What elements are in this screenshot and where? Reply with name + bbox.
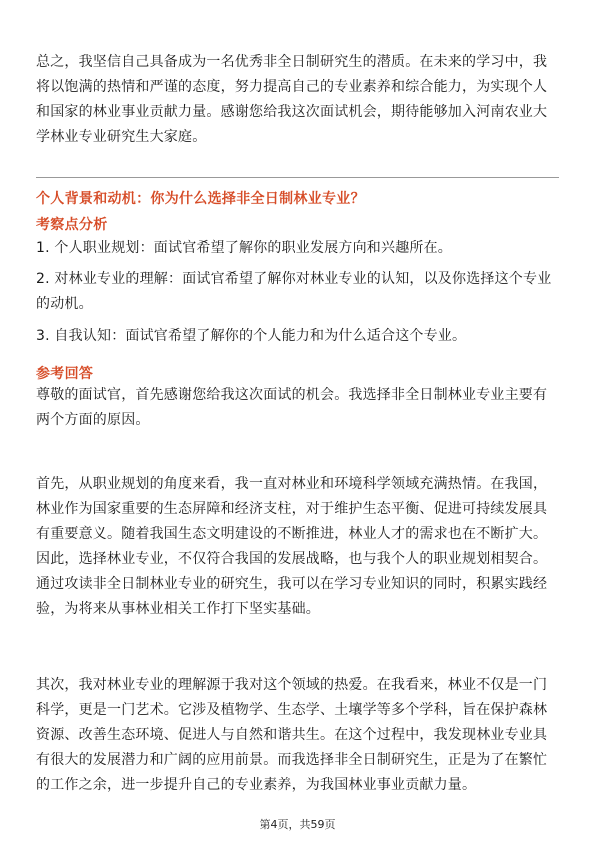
- section-divider: [36, 177, 559, 178]
- answer-paragraph-2: 首先，从职业规划的角度来看，我一直对林业和环境科学领域充满热情。在我国，林业作为国家重要的生态屏障和经济支柱，对于维护生态平衡、促进可持续发展具有重要意义。随着我国生态文明建设的不断推进，林业人才的需求也在不断扩大。因此，选择林业专业，不仅符合我国的发展战略，也与我个人的职业规划相契合。通过攻读非全日制林业专业的研究生，我可以在学习专业知识的同时，积累实践经验，为将来从事林业相关工作打下坚实基础。: [36, 476, 548, 617]
- analysis-heading: 考察点分析: [36, 217, 108, 233]
- answer-paragraph-1: 尊敬的面试官，首先感谢您给我这次面试的机会。我选择非全日制林业专业主要有两个方面的原因。: [36, 387, 548, 428]
- analysis-point-1: 1. 个人职业规划：面试官希望了解你的职业发展方向和兴趣所在。: [36, 240, 453, 256]
- answer-paragraph-3: 其次，我对林业专业的理解源于我对这个领域的热爱。在我看来，林业不仅是一门科学，更是一门艺术。它涉及植物学、生态学、土壤学等多个学科，旨在保护森林资源、改善生态环境、促进人与自然和谐共生。在这个过程中，我发现林业专业具有很大的发展潜力和广阔的应用前景。而我选择非全日制研究生，正是为了在繁忙的工作之余，进一步提升自己的专业素养，为我国林业事业贡献力量。: [36, 677, 548, 793]
- intro-paragraph: 总之，我坚信自己具备成为一名优秀非全日制研究生的潜质。在未来的学习中，我将以饱满的热情和严谨的态度，努力提高自己的专业素养和综合能力，为实现个人和国家的林业事业贡献力量。感谢您给我这次面试机会，期待能够加入河南农业大学林业专业研究生大家庭。: [36, 54, 548, 145]
- answer-heading: 参考回答: [36, 366, 94, 382]
- analysis-point-2: 2. 对林业专业的理解：面试官希望了解你对林业专业的认知，以及你选择这个专业的动机。: [36, 271, 552, 312]
- analysis-point-3: 3. 自我认知：面试官希望了解你的个人能力和为什么适合这个专业。: [36, 328, 467, 344]
- page-footer: 第4页，共59页: [259, 818, 336, 831]
- question-title: 个人背景和动机：你为什么选择非全日制林业专业？: [36, 191, 365, 207]
